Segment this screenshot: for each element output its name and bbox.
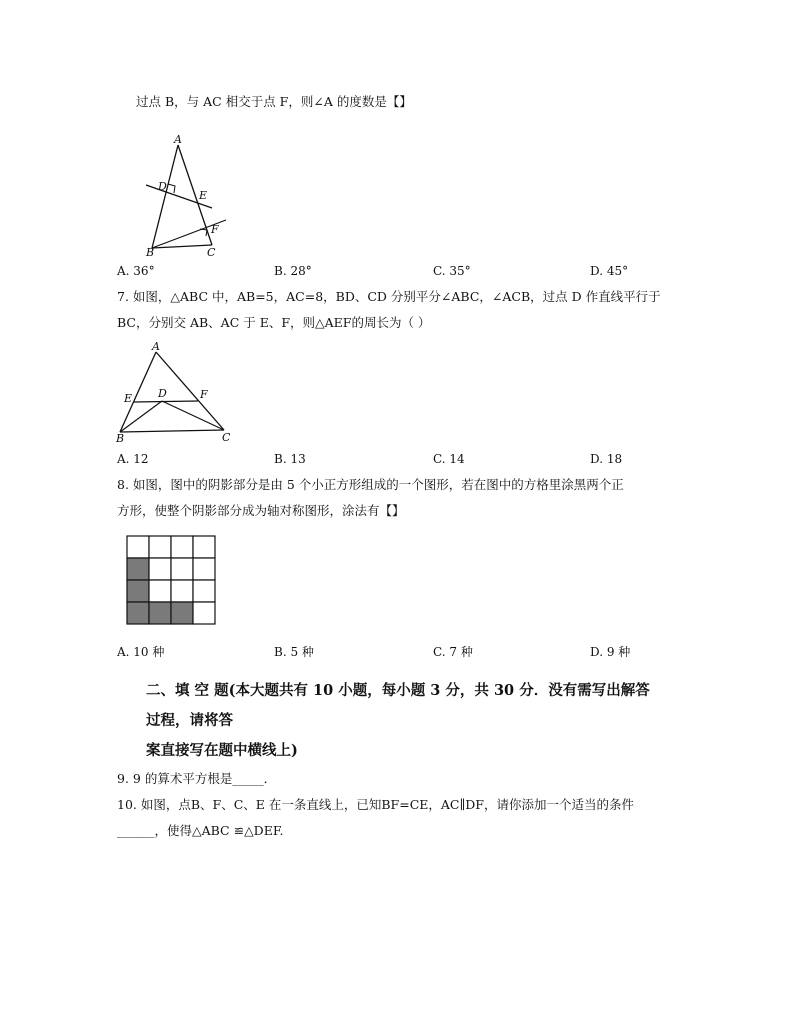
q7-label-e: E (124, 392, 133, 405)
q6-side-ab (152, 145, 178, 248)
q10-line2: ______，使得△ABC ≌△DEF. (117, 823, 284, 838)
grid-cell (171, 536, 193, 558)
q8-option-b[interactable]: B. 5 种 (274, 645, 314, 659)
q6-option-d[interactable]: D. 45° (590, 264, 629, 278)
q7-option-a[interactable]: A. 12 (117, 452, 149, 466)
grid-cell (171, 558, 193, 580)
q8-option-d[interactable]: D. 9 种 (590, 645, 631, 659)
q6-triangle-figure (142, 130, 252, 258)
section2-heading-line1: 二、填 空 题(本大题共有 10 小题，每小题 3 分，共 30 分．没有需写出解答 (146, 682, 650, 699)
q6-option-c[interactable]: C. 35° (433, 264, 471, 278)
q7-segment-cd (162, 401, 224, 430)
q8-option-a[interactable]: A. 10 种 (117, 645, 165, 659)
grid-cell (193, 558, 215, 580)
q8-stem-line1: 8. 如图，图中的阴影部分是由 5 个小正方形组成的一个图形，若在图中的方格里涂黑两个正 (117, 477, 624, 492)
q6-right-angle-mark-d (168, 184, 175, 193)
q6-label-c: C (207, 246, 216, 258)
grid-cell (171, 580, 193, 602)
q6-label-b: B (146, 246, 155, 258)
grid-cell (193, 580, 215, 602)
grid-cell (127, 536, 149, 558)
grid-cell-shaded (127, 558, 149, 580)
q6-label-d: D (158, 180, 167, 193)
q6-option-b[interactable]: B. 28° (274, 264, 312, 278)
q7-side-bc (120, 430, 224, 432)
grid-cell-shaded (149, 602, 171, 624)
q7-stem-line2: BC，分别交 AB、AC 于 E、F，则△AEF的周长为（ ） (117, 315, 431, 330)
q7-line-ef (134, 401, 198, 402)
q10-line1: 10. 如图，点B、F、C、E 在一条直线上，已知BF=CE，AC∥DF，请你添加一个适当的条件 (117, 797, 634, 812)
q7-option-c[interactable]: C. 14 (433, 452, 465, 466)
grid-cell (193, 602, 215, 624)
q7-option-d[interactable]: D. 18 (590, 452, 623, 466)
q8-square-grid (126, 535, 218, 627)
q6-stem-tail: 过点 B，与 AC 相交于点 F，则∠A 的度数是【】 (136, 94, 412, 109)
q6-label-e: E (199, 189, 208, 202)
section2-heading-line3: 案直接写在题中横线上) (146, 742, 298, 759)
q6-option-a[interactable]: A. 36° (117, 264, 155, 278)
q7-option-b[interactable]: B. 13 (274, 452, 306, 466)
grid-cell-shaded (127, 580, 149, 602)
grid-cell-shaded (127, 602, 149, 624)
q7-label-a: A (152, 340, 160, 353)
grid-cell (149, 580, 171, 602)
q6-label-a: A (174, 133, 182, 146)
q9-text: 9. 9 的算术平方根是_____． (117, 771, 277, 786)
q7-stem-line1: 7. 如图，△ABC 中，AB=5，AC=8，BD、CD 分别平分∠ABC，∠ACB，过点 D 作直线平行于 (117, 289, 661, 304)
grid-cell (193, 536, 215, 558)
section2-heading-line2: 过程，请将答 (146, 712, 233, 729)
q6-label-f: F (211, 223, 219, 236)
q8-stem-line2: 方形，使整个阴影部分成为轴对称图形，涂法有【】 (117, 503, 405, 518)
q7-label-b: B (116, 432, 125, 445)
q7-label-d: D (158, 387, 167, 400)
grid-cell (149, 558, 171, 580)
q7-label-f: F (200, 388, 208, 401)
q7-triangle-figure (112, 338, 242, 448)
q7-label-c: C (222, 431, 231, 444)
q8-option-c[interactable]: C. 7 种 (433, 645, 473, 659)
grid-cell (149, 536, 171, 558)
grid-cell-shaded (171, 602, 193, 624)
q6-side-bc (152, 245, 212, 248)
